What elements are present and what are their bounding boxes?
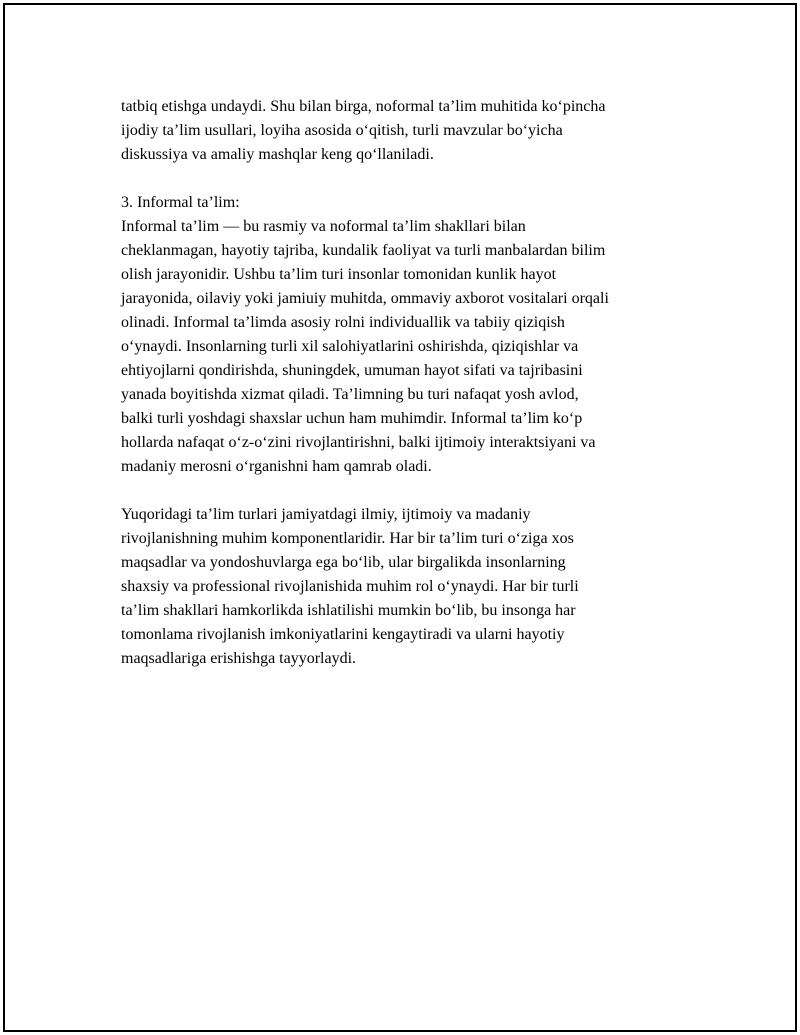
text-line: tomonlama rivojlanish imkoniyatlarini kengaytiradi va ularni hayotiy	[121, 626, 565, 643]
text-line: jarayonida, oilaviy yoki jamiuiy muhitda, ommaviy axborot vositalari orqali	[121, 290, 609, 307]
text-line: shaxsiy va professional rivojlanishida muhim rol o‘ynaydi. Har bir turli	[121, 578, 579, 595]
text-line: yanada boyitishda xizmat qiladi. Ta’limning bu turi nafaqat yosh avlod,	[121, 386, 579, 403]
paragraph-nonformal-continuation	[121, 95, 711, 167]
text-line: Yuqoridagi ta’lim turlari jamiyatdagi ilmiy, ijtimoiy va madaniy	[121, 506, 531, 523]
text-line: ijodiy ta’lim usullari, loyiha asosida o‘qitish, turli mavzular bo‘yicha	[121, 122, 563, 139]
text-line: maqsadlariga erishishga tayyorlaydi.	[121, 650, 357, 667]
text-line: maqsadlar va yondoshuvlarga ega bo‘lib, ular birgalikda insonlarning	[121, 554, 566, 571]
text-line: hollarda nafaqat o‘z-o‘zini rivojlantirishni, balki ijtimoiy interaktsiyani va	[121, 434, 596, 451]
text-line: madaniy merosni o‘rganishni ham qamrab oladi.	[121, 458, 432, 475]
paragraph-gap	[121, 479, 711, 503]
text-line: Informal ta’lim — bu rasmiy va noformal ta’lim shakllari bilan	[121, 218, 526, 235]
text-line: olinadi. Informal ta’limda asosiy rolni individuallik va tabiiy qiziqish	[121, 314, 565, 331]
section-heading: 3. Informal ta’lim:	[121, 194, 240, 211]
text-line: rivojlanishning muhim komponentlaridir. Har bir ta’lim turi o‘ziga xos	[121, 530, 574, 547]
text-line: ta’lim shakllari hamkorlikda ishlatilishi mumkin bo‘lib, bu insonga har	[121, 602, 576, 619]
text-line: balki turli yoshdagi shaxslar uchun ham muhimdir. Informal ta’lim ko‘p	[121, 410, 583, 427]
paragraph-conclusion	[121, 503, 711, 671]
text-line: o‘ynaydi. Insonlarning turli xil salohiyatlarini oshirishda, qiziqishlar va	[121, 338, 579, 355]
text-line: cheklanmagan, hayotiy tajriba, kundalik faoliyat va turli manbalardan bilim	[121, 242, 606, 259]
paragraph-gap	[121, 167, 711, 191]
text-line: ehtiyojlarni qondirishda, shuningdek, umuman hayot sifati va tajribasini	[121, 362, 583, 379]
page-frame	[3, 3, 797, 1032]
paragraph-informal	[121, 215, 711, 479]
text-line: tatbiq etishga undaydi. Shu bilan birga, noformal ta’lim muhitida ko‘pincha	[121, 98, 606, 115]
document-body	[121, 95, 711, 671]
text-line: olish jarayonidir. Ushbu ta’lim turi insonlar tomonidan kunlik hayot	[121, 266, 557, 283]
text-line: diskussiya va amaliy mashqlar keng qo‘llaniladi.	[121, 146, 434, 163]
